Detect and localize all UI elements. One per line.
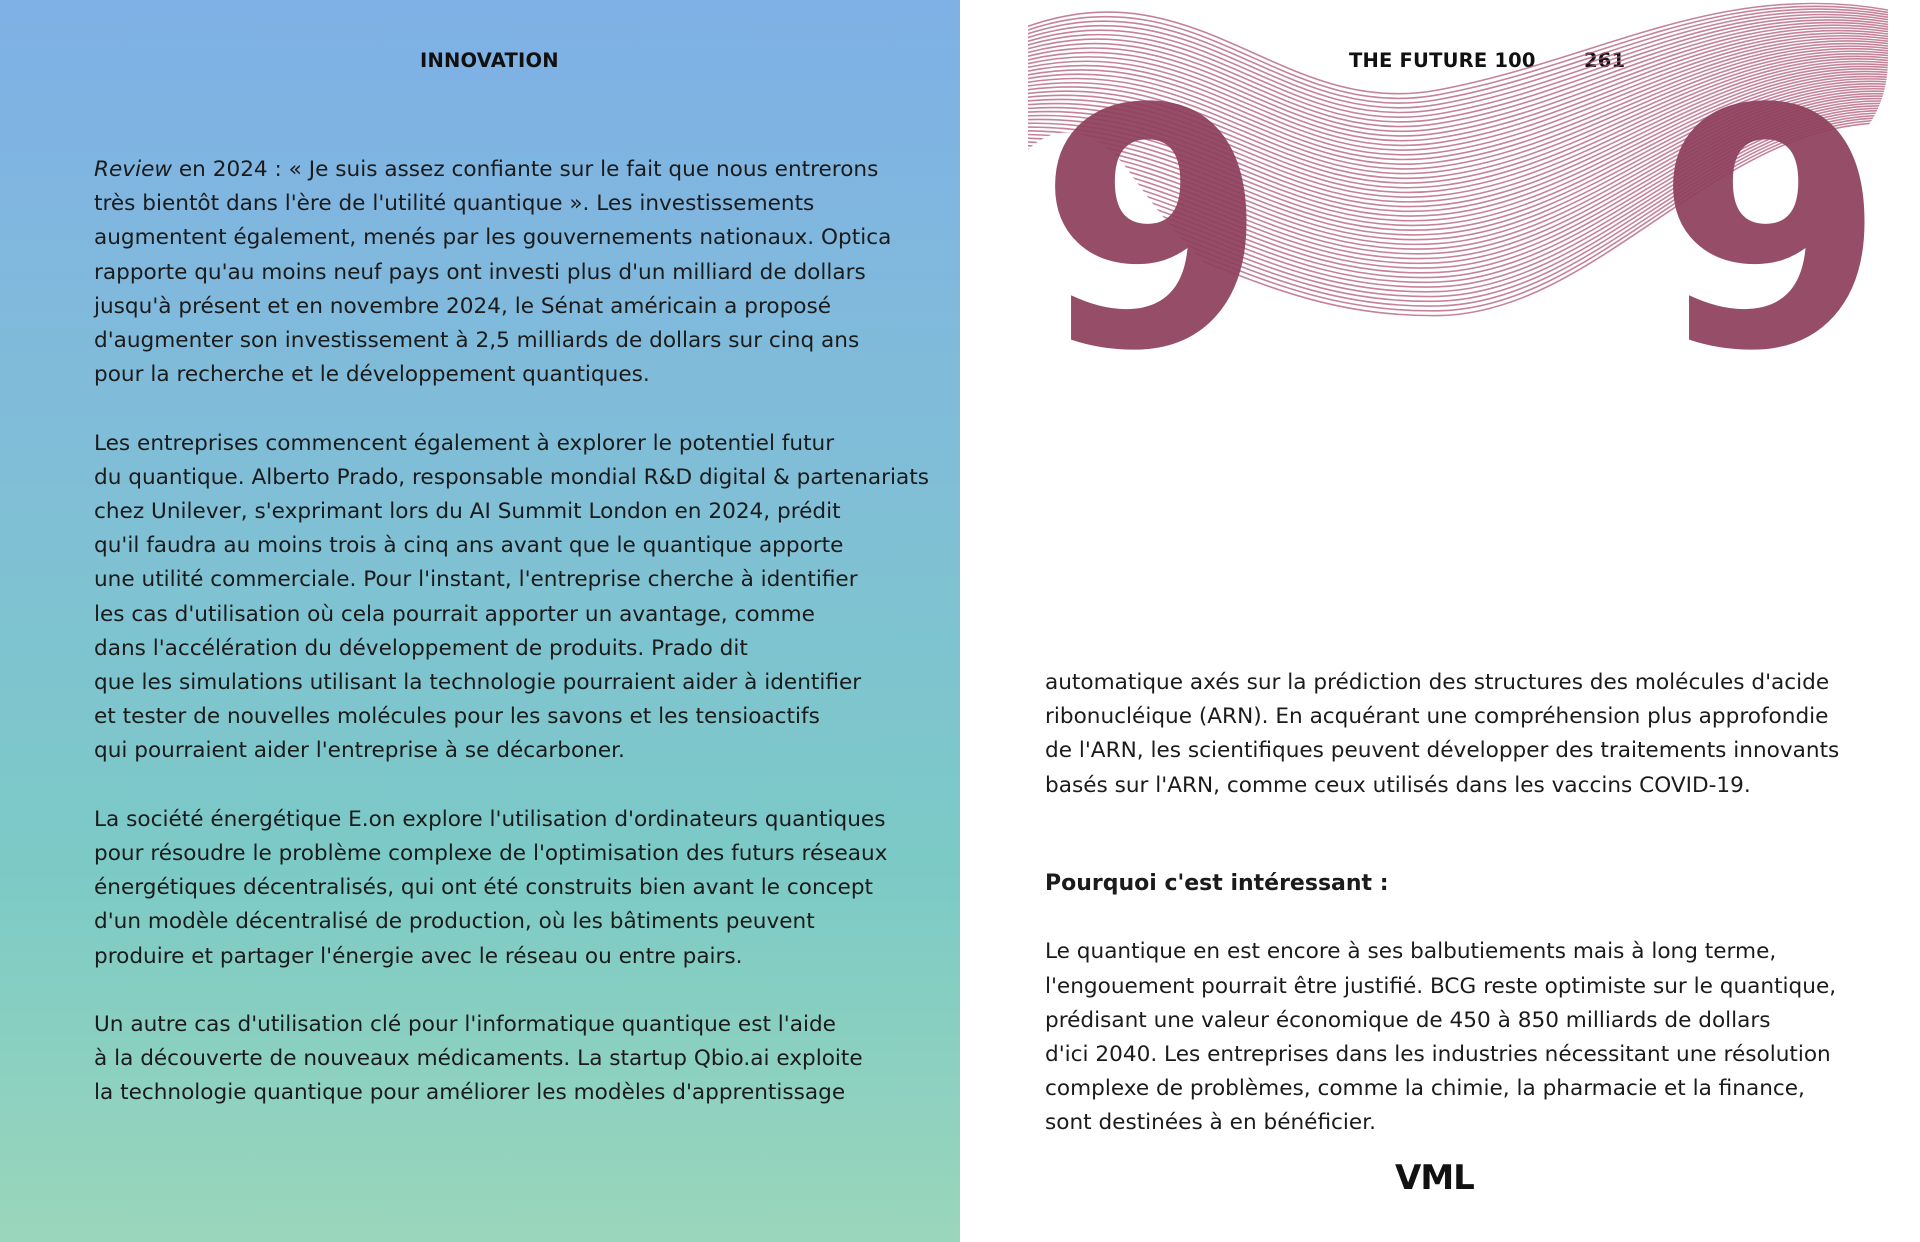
vml-logo: VML — [1395, 1158, 1474, 1198]
nine-glyphs — [1038, 39, 1886, 370]
review-text: en 2024 : « Je suis assez confiante sur le fait que nous entrerons très bientôt dans l'ère de l'utilité quantique ». Les investissements augmentent également, menés par les gouvernements nationaux. Optica rapporte qu'au moins neuf pays ont investi plus d'un milliard de dollars jusqu'à présent et en novembre 2024, le Sénat américain a proposé d'augmenter son investissement à 2,5 milliards de dollars sur cinq ans pour la recherche et le développement quantiques. — [94, 157, 892, 388]
left-nine-glyph: 9 — [1038, 39, 1268, 370]
left-text-column — [94, 153, 934, 1145]
paragraph-unilever: Les entreprises commencent également à explorer le potentiel futur du quantique. Alberto Prado, responsable mondial R&D digital & partenariats chez Unilever, s'exprimant lors du AI Summit London en 2024, prédit qu'il faudra au moins trois à cinq ans avant que le quantique apporte une utilité commerciale. Pour l'instant, l'entreprise cherche à identifier les cas d'utilisation où cela pourrait apporter un avantage, comme dans l'accélération du développement de produits. Prado dit que les simulations utilisant la technologie pourraient aider à identifier et tester de nouvelles molécules pour les savons et les tensioactifs qui pourraient aider l'entreprise à se décarboner. — [94, 430, 929, 764]
why-interesting-subhead: Pourquoi c'est intéressant : — [1045, 871, 1389, 896]
spacer — [1045, 837, 1885, 867]
paragraph-eon: La société énergétique E.on explore l'utilisation d'ordinateurs quantiques pour résoudre le problème complexe de l'optimisation des futurs réseaux énergétiques décentralisés, qui ont été construits bien avant le concept d'un modèle décentralisé de production, où les bâtiments peuvent produire et partager l'énergie avec le réseau ou entre pairs. — [94, 806, 888, 969]
paragraph-bcg: Le quantique en est encore à ses balbutiements mais à long terme, l'engouement pourrait être justifié. BCG reste optimiste sur le quantique, prédisant une valeur économique de 450 à 850 milliards de dollars d'ici 2040. Les entreprises dans les industries nécessitant une résolution complexe de problèmes, comme la chimie, la pharmacie et la finance, sont destinées à en bénéficier. — [1045, 939, 1837, 1136]
review-italic: Review — [94, 157, 173, 182]
right-nine-glyph: 9 — [1656, 39, 1886, 370]
right-text-column — [1045, 666, 1885, 1175]
section-label: INNOVATION — [420, 49, 559, 72]
publication-title: THE FUTURE 100 — [1349, 49, 1536, 72]
paragraph-arn: automatique axés sur la prédiction des structures des molécules d'acide ribonucléique (ARN). En acquérant une compréhension plus approfondie de l'ARN, les scientifiques peuvent développer des traitements innovants basés sur l'ARN, comme ceux utilisés dans les vaccins COVID-19. — [1045, 670, 1840, 798]
page-number: 261 — [1584, 49, 1626, 72]
paragraph-drug-discovery: Un autre cas d'utilisation clé pour l'informatique quantique est l'aide à la découverte de nouveaux médicaments. La startup Qbio.ai exploite la technologie quantique pour améliorer les modèles d'apprentissage — [94, 1012, 863, 1106]
quantum-wave-artwork — [1018, 0, 1888, 370]
paragraph-review — [94, 153, 934, 392]
